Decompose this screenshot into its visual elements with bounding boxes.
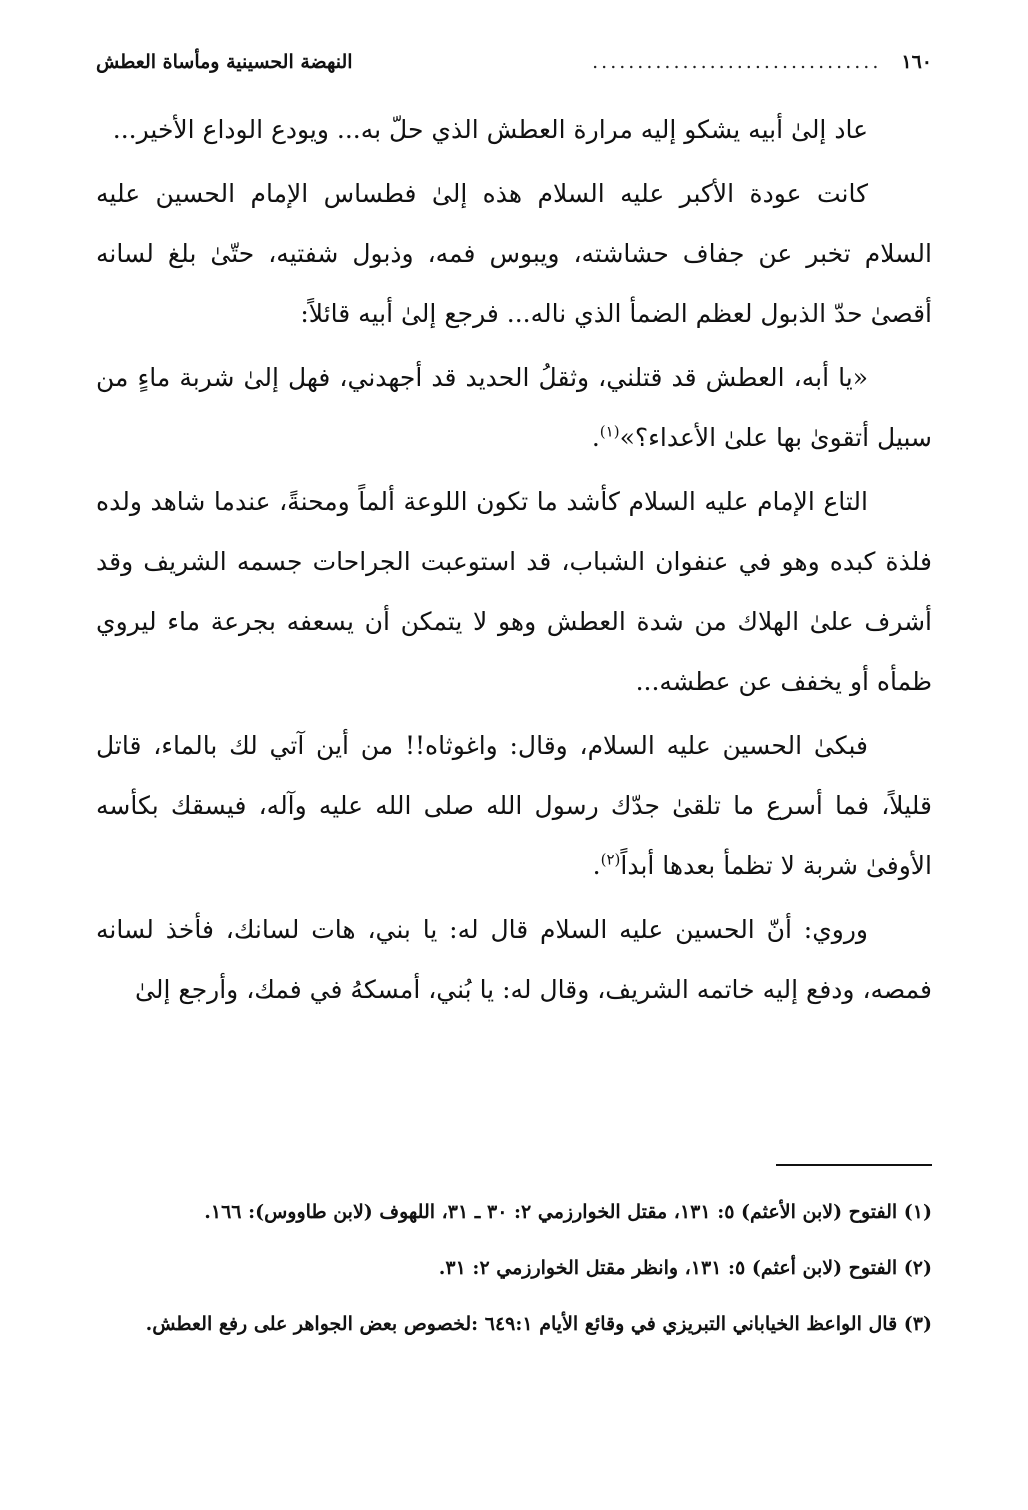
footnote-ref-2[interactable]: (٢) [600, 850, 621, 869]
paragraph-1 [96, 100, 932, 160]
paragraph-4-text: التاع الإمام عليه السلام كأشد ما تكون اللوعة ألماً ومحنةً، عندما شاهد ولده فلذة كبده وهو في عنفوان الشباب، قد استوعبت الجراحات جسمه الشريف وقد أشرف علىٰ الهلاك من شدة العطش وهو لا يتمكن أن يسعفه بجرعة ماء ليروي ظمأه أو يخفف عن عطشه... [96, 487, 932, 696]
paragraph-2 [96, 164, 932, 344]
page-header [96, 44, 932, 80]
paragraph-5: فبكىٰ الحسين عليه السلام، وقال: واغوثاه!! من أين آتي لك بالماء، قاتل قليلاً، فما أسرع ما تلقىٰ جدّك رسول الله صلى الله عليه وآله، فيسقك بكأسه الأوفىٰ شربة لا تظمأ بعدها أبداً$^{(٢)}$. [96, 731, 932, 880]
footnote-3: (٣) قال الواعظ الخياباني التبريزي في وقائع الأيام ٦٤٩:١ :لخصوص بعض الجواهر على رفع العطش. [145, 1313, 932, 1335]
footnote-ref-1[interactable]: (١) [599, 422, 620, 441]
paragraph-5-text: فبكىٰ الحسين عليه السلام، وقال: واغوثاه!! من أين آتي لك بالماء، قاتل قليلاً، فما أسرع ما تلقىٰ جدّك رسول الله صلى الله عليه وآله، فيسقك بكأسه الأوفىٰ شربة لا تظمأ بعدها أبداً [96, 731, 932, 880]
paragraph-1-text: عاد إلىٰ أبيه يشكو إليه مرارة العطش الذي حلّ به... ويودع الوداع الأخير... [112, 115, 868, 144]
paragraph-6-text: وروي: أنّ الحسين عليه السلام قال له: يا بني، هات لسانك، فأخذ لسانه فمصه، ودفع إليه خاتمه الشريف، وقال له: يا بُني، أمسكهُ في فمك، وأرجع إلىٰ [96, 915, 932, 1004]
header-leader-dots: ................................ [592, 51, 882, 73]
body-text [96, 100, 932, 1020]
paragraph-2-text: كانت عودة الأكبر عليه السلام هذه إلىٰ فطساس الإمام الحسين عليه السلام تخبر عن جفاف حشاشته، ويبوس فمه، وذبول شفتيه، حتّىٰ بلغ لسانه أقصىٰ حدّ الذبول لعظم الضمأ الذي ناله... فرجع إلىٰ أبيه قائلاً: [96, 179, 932, 328]
book-page [96, 44, 932, 1484]
footnote-2: (٢) الفتوح (لابن أعثم) ٥: ١٣١، وانظر مقتل الخوارزمي ٢: ٣١. [438, 1257, 932, 1279]
footnote-1: (١) الفتوح (لابن الأعثم) ٥: ١٣١، مقتل الخوارزمي ٢: ٣٠ ـ ٣١، اللهوف (لابن طاووس): ١٦٦. [204, 1201, 932, 1223]
footnotes [96, 1188, 932, 1356]
paragraph-3-quote: «يا أبه، العطش قد قتلني، وثقلُ الحديد قد أجهدني، فهل إلىٰ شربة ماءٍ من سبيل أتقوىٰ بها علىٰ الأعداء؟»$^{(١)}$. [96, 363, 932, 452]
running-title: النهضة الحسينية ومأساة العطش [96, 51, 353, 73]
footnote-separator [776, 1164, 932, 1166]
paragraph-3-text: «يا أبه، العطش قد قتلني، وثقلُ الحديد قد أجهدني، فهل إلىٰ شربة ماءٍ من سبيل أتقوىٰ بها علىٰ الأعداء؟» [96, 363, 932, 452]
page-number: ١٦٠ [901, 51, 932, 73]
paragraph-4 [96, 472, 932, 712]
paragraph-6 [96, 900, 932, 1020]
